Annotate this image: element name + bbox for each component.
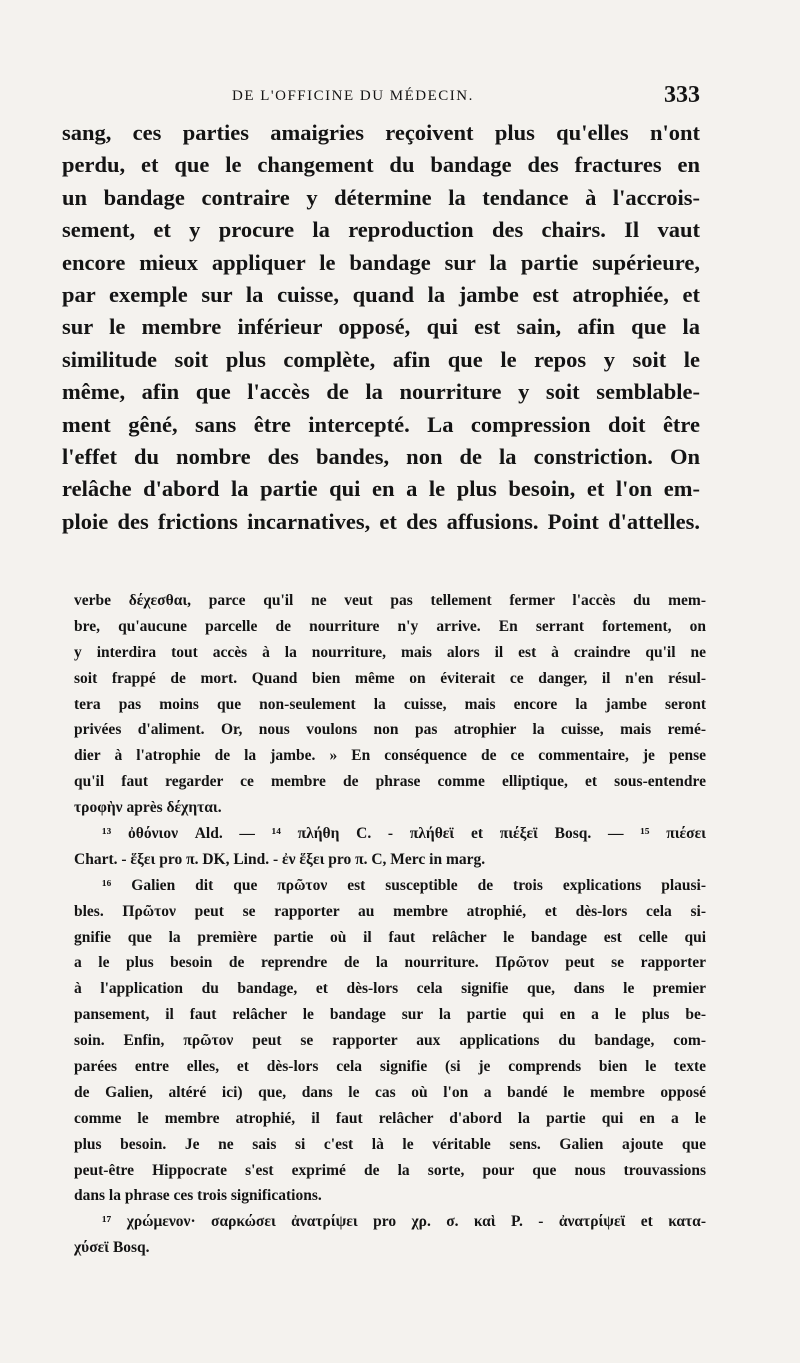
footnote-line: Chart. - ἕξει pro π. DK, Lind. - ἐν ἕξει pro π. C, Merc in marg. xyxy=(74,850,486,868)
main-text-line: perdu, et que le changement du bandage des fractures en xyxy=(62,152,700,178)
page-number: 333 xyxy=(664,82,700,108)
footnote-line: soin. Enfin, πρῶτον peut se rapporter aux applications du bandage, com- xyxy=(74,1032,706,1050)
footnote-line: plus besoin. Je ne sais si c'est là le véritable sens. Galien ajoute que xyxy=(74,1135,706,1153)
footnote-line: verbe δέχεσθαι, parce qu'il ne veut pas tellement fermer l'accès du mem- xyxy=(74,592,706,609)
footnote-line: de Galien, altéré ici) que, dans le cas où l'on a bandé le membre opposé xyxy=(74,1083,706,1101)
main-text-line: similitude soit plus complète, afin que le repos y soit le xyxy=(62,346,700,372)
main-text-line: l'effet du nombre des bandes, non de la constriction. On xyxy=(62,443,700,469)
footnote-line: bles. Πρῶτον peut se rapporter au membre atrophié, et dès-lors cela si- xyxy=(74,902,706,920)
footnote-line: dans la phrase ces trois significations. xyxy=(74,1187,322,1205)
footnote-line: a le plus besoin de reprendre de la nourriture. Πρῶτον peut se rapporter xyxy=(74,954,706,972)
main-text-line: sang, ces parties amaigries reçoivent plus qu'elles n'ont xyxy=(62,120,700,145)
main-text-line: encore mieux appliquer le bandage sur la partie supérieure, xyxy=(62,249,700,275)
main-text-block xyxy=(62,117,700,538)
footnote-line: pansement, il faut relâcher le bandage sur la partie qui en a le plus be- xyxy=(74,1006,706,1024)
footnote-line: à l'application du bandage, et dès-lors cela signifie que, dans le premier xyxy=(74,980,706,998)
footnote-line: privées d'aliment. Or, nous voulons non pas atrophier la cuisse, mais remé- xyxy=(74,721,706,739)
main-text-line: ploie des frictions incarnatives, et des affusions. Point d'attelles. xyxy=(62,508,700,534)
footnote-line: τροφὴν après δέχηται. xyxy=(74,799,222,817)
main-text-line: sur le membre inférieur opposé, qui est sain, afin que la xyxy=(62,314,700,340)
main-text-line: un bandage contraire y détermine la tendance à l'accrois- xyxy=(62,184,700,210)
footnote-line: ¹⁶ Galien dit que πρῶτον est susceptible de trois explications plausi- xyxy=(102,876,706,894)
footnote-line: ¹³ ὀθόνιον Ald. — ¹⁴ πλήθη C. - πλήθεϊ et πιέξεϊ Bosq. — ¹⁵ πιέσει xyxy=(102,825,706,843)
footnote-line: gnifie que la première partie où il faut relâcher le bandage est celle qui xyxy=(74,928,706,946)
footnote-line: y interdira tout accès à la nourriture, mais alors il est à craindre qu'il ne xyxy=(74,643,706,661)
footnote-line: soit frappé de mort. Quand bien même on éviterait ce danger, il n'en résul- xyxy=(74,669,706,687)
footnote-line: ¹⁷ χρώμενον· σαρκώσει ἀνατρίψει pro χρ. σ. καὶ P. - ἀνατρίψεϊ et κατα- xyxy=(102,1213,706,1231)
main-text-line: relâche d'abord la partie qui en a le plus besoin, et l'on em- xyxy=(62,476,700,502)
footnote-line: comme le membre atrophié, il faut relâcher d'abord la partie qui en a le xyxy=(74,1109,706,1127)
footnote-line: peut-être Hippocrate s'est exprimé de la sorte, pour que nous trouvassions xyxy=(74,1161,706,1179)
main-text-line: par exemple sur la cuisse, quand la jambe est atrophiée, et xyxy=(62,281,700,307)
footnote-line: tera pas moins que non-seulement la cuisse, mais encore la jambe seront xyxy=(74,695,706,713)
main-text-line: ment gêné, sans être intercepté. La compression doit être xyxy=(62,411,700,437)
footnotes-block xyxy=(74,588,706,1261)
main-text-line: sement, et y procure la reproduction des chairs. Il vaut xyxy=(62,217,700,243)
running-head: DE L'OFFICINE DU MÉDECIN. xyxy=(232,88,474,104)
footnote-line: dier à l'atrophie de la jambe. » En conséquence de ce commentaire, je pense xyxy=(74,747,706,765)
main-text-line: même, afin que l'accès de la nourriture y soit semblable- xyxy=(62,379,700,405)
page-header xyxy=(60,84,700,114)
footnote-line: parées entre elles, et dès-lors cela signifie (si je comprends bien le texte xyxy=(74,1058,706,1076)
footnote-line: bre, qu'aucune parcelle de nourriture n'y arrive. En serrant fortement, on xyxy=(74,617,706,635)
footnote-line: qu'il faut regarder ce membre de phrase comme elliptique, et sous-entendre xyxy=(74,773,706,791)
footnote-line: χύσεϊ Bosq. xyxy=(74,1239,150,1257)
